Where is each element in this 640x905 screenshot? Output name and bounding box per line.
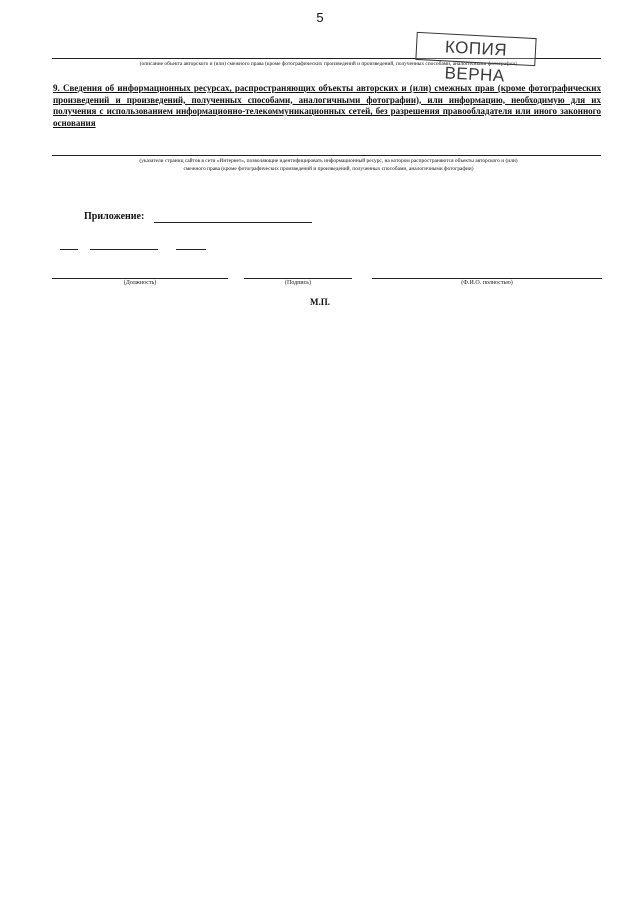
signature-line[interactable] <box>244 278 352 279</box>
seal-place-label: М.П. <box>310 297 330 307</box>
information-resources-caption-line-1: (указатели страниц сайтов в сети «Интернет», позволяющие идентифицировать информационный ресурс, на котором распространяются объекты авторского и (или) <box>139 158 518 164</box>
object-description-caption: (описание объекта авторского и (или) смежного права (кроме фотографических произведений и произведений, полученных способами, аналогичными фотографии) <box>139 61 518 67</box>
date-year-line[interactable] <box>176 249 206 250</box>
information-resources-caption-line-2: смежного права (кроме фотографических произведений и произведений, полученных способами, аналогичными фотографии) <box>183 166 474 172</box>
date-month-line[interactable] <box>90 249 158 250</box>
attachment-label: Приложение: <box>84 211 145 222</box>
full-name-line[interactable] <box>372 278 602 279</box>
date-day-line[interactable] <box>60 249 78 250</box>
signature-caption: (Подпись) <box>284 280 312 286</box>
page-number: 5 <box>316 10 324 25</box>
copy-certified-stamp: КОПИЯ ВЕРНА <box>415 32 536 66</box>
attachment-field-line[interactable] <box>154 222 312 223</box>
information-resources-line <box>52 155 601 156</box>
section-9-heading: 9. Сведения об информационных ресурсах, распространяющих объекты авторских и (или) смежных прав (кроме фотографических произведений и произведений, полученных способами, аналогичными фотографии), или информацию, необходимую для их получения с использованием информационно-телекоммуникационных сетей, без разрешения правообладателя или иного законного основания <box>53 83 601 128</box>
full-name-caption: (Ф.И.О. полностью) <box>461 280 513 286</box>
position-line[interactable] <box>52 278 228 279</box>
position-caption: (Должность) <box>123 280 157 286</box>
